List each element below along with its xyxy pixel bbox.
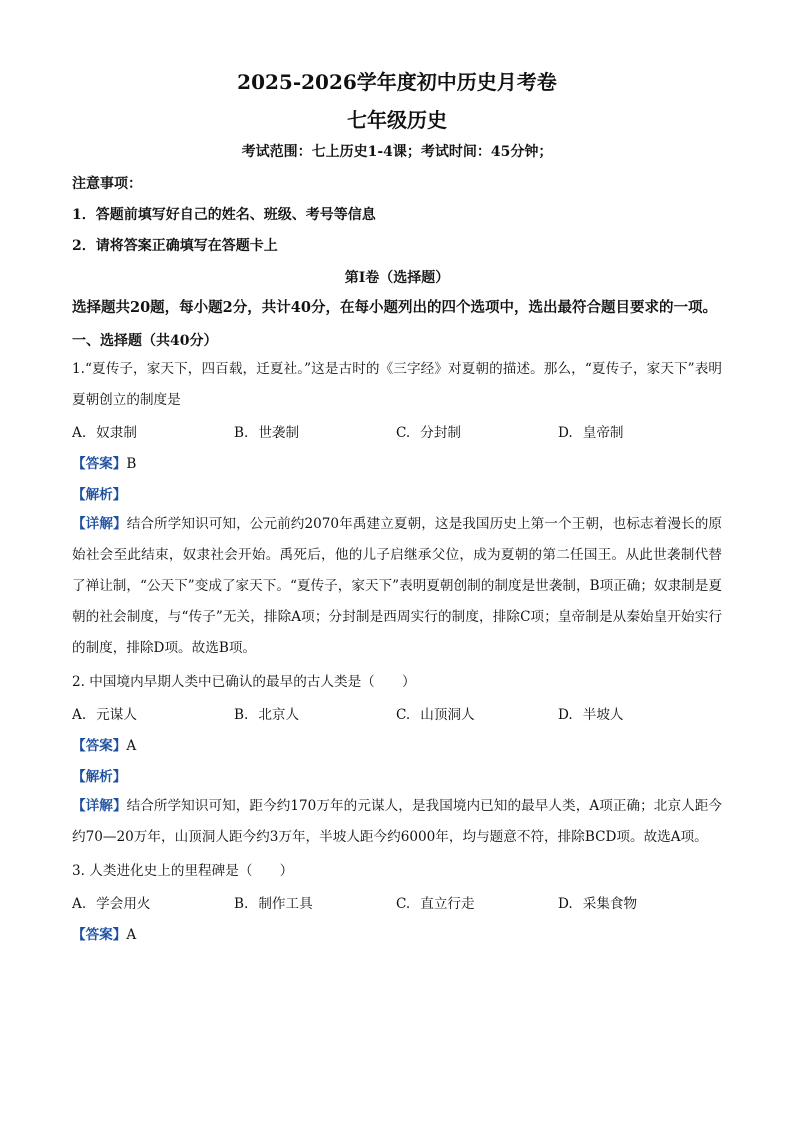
option-letter: A. [72, 896, 87, 912]
question-1 [72, 354, 722, 664]
option-d [558, 423, 722, 443]
option-text: 元谋人 [96, 707, 137, 723]
question-3 [72, 856, 722, 945]
note-item: 1．答题前填写好自己的姓名、班级、考号等信息 [72, 207, 376, 223]
option-a [72, 423, 234, 443]
part-title: 一、选择题（共40分） [72, 333, 218, 349]
detail-tag: 【详解】 [72, 516, 127, 532]
analysis-line [72, 485, 722, 505]
option-text: 奴隶制 [96, 425, 137, 441]
question-options [72, 423, 722, 443]
note-item: 2．请将答案正确填写在答题卡上 [72, 238, 278, 254]
answer-line [72, 736, 722, 756]
option-text: 皇帝制 [582, 425, 624, 441]
detail-tag: 【详解】 [72, 798, 127, 814]
option-b [234, 894, 396, 914]
answer-value: A [126, 738, 137, 754]
question-stem: 3. 人类进化史上的里程碑是（ ） [72, 863, 294, 879]
question-stem: 2. 中国境内早期人类中已确认的最早的古人类是（ ） [72, 674, 416, 690]
option-c [396, 423, 558, 443]
option-a [72, 705, 234, 725]
option-letter: B. [234, 896, 249, 912]
option-letter: B. [234, 707, 249, 723]
option-text: 半坡人 [582, 707, 624, 723]
answer-line [72, 454, 722, 474]
section-intro: 选择题共20题，每小题2分，共计40分，在每小题列出的四个选项中，选出最符合题目要求的一项。 [72, 299, 717, 316]
option-b [234, 423, 396, 443]
answer-tag: 【答案】 [72, 927, 127, 943]
exam-subtitle: 七年级历史 [347, 108, 447, 132]
option-letter: B. [234, 425, 249, 441]
exam-meta: 考试范围：七上历史1-4课；考试时间：45分钟； [241, 144, 553, 160]
analysis-tag: 【解析】 [72, 487, 127, 503]
option-text: 山顶洞人 [420, 707, 475, 723]
option-b [234, 705, 396, 725]
answer-tag: 【答案】 [72, 738, 127, 754]
notes-title: 注意事项： [72, 176, 142, 192]
option-d [558, 705, 722, 725]
option-letter: D. [558, 896, 573, 912]
option-d [558, 894, 722, 914]
detail-text: 结合所学知识可知，距今约170万年的元谋人，是我国境内已知的最早人类，A项正确；北京人距今约70—20万年，山顶洞人距今约3万年，半坡人距今约6000年，均与题意不符，排除BCD项。故选A项。 [72, 798, 722, 845]
option-text: 北京人 [258, 707, 300, 723]
answer-line [72, 925, 722, 945]
detail-text: 结合所学知识可知，公元前约2070年禹建立夏朝，这是我国历史上第一个王朝，也标志着漫长的原始社会至此结束，奴隶社会开始。禹死后，他的儿子启继承父位，成为夏朝的第二任国王。从此世袭制代替了禅让制，“公天下”变成了家天下。“夏传子，家天下”表明夏朝创制的制度是世袭制，B项正确；奴隶制是夏朝的社会制度，与“传子”无关，排除A项；分封制是西周实行的制度，排除C项；皇帝制是从秦始皇开始实行的制度，排除D项。故选B项。 [72, 516, 722, 656]
option-letter: C. [396, 896, 411, 912]
analysis-line [72, 767, 722, 787]
question-options [72, 894, 722, 914]
exam-title: 2025-2026学年度初中历史月考卷 [237, 70, 557, 94]
option-letter: A. [72, 425, 87, 441]
option-text: 制作工具 [258, 896, 313, 912]
option-c [396, 894, 558, 914]
section-title: 第I卷（选择题） [344, 270, 450, 286]
option-letter: D. [558, 707, 573, 723]
option-a [72, 894, 234, 914]
analysis-tag: 【解析】 [72, 769, 127, 785]
answer-value: A [126, 927, 137, 943]
option-text: 采集食物 [582, 896, 638, 912]
option-text: 世袭制 [258, 425, 300, 441]
option-text: 学会用火 [96, 896, 151, 912]
option-letter: A. [72, 707, 87, 723]
detail-paragraph [72, 509, 722, 664]
option-letter: C. [396, 425, 411, 441]
answer-value: B [126, 456, 137, 472]
question-options [72, 705, 722, 725]
option-letter: D. [558, 425, 573, 441]
option-text: 直立行走 [420, 896, 475, 912]
option-text: 分封制 [420, 425, 462, 441]
answer-tag: 【答案】 [72, 456, 127, 472]
detail-paragraph [72, 791, 722, 853]
question-stem: 1.“夏传子，家天下，四百载，迁夏社。”这是古时的《三字经》对夏朝的描述。那么，“夏传子，家天下”表明夏朝创立的制度是 [72, 361, 722, 408]
option-c [396, 705, 558, 725]
question-2 [72, 667, 722, 853]
option-letter: C. [396, 707, 411, 723]
